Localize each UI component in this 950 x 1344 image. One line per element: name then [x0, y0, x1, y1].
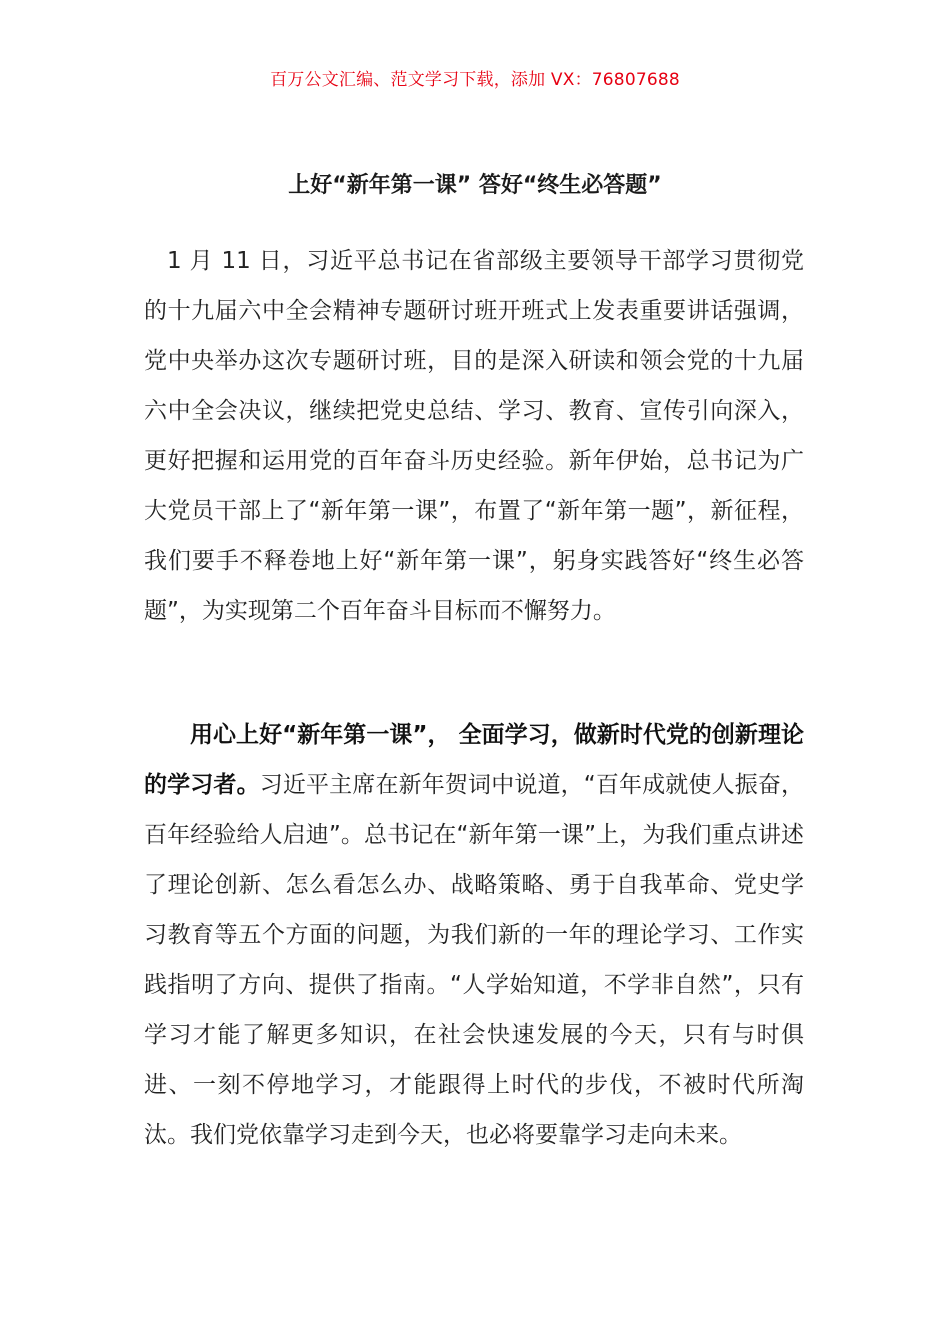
paragraph-1 [144, 236, 804, 636]
paragraph-2-text: 习近平主席在新年贺词中说道，“百年成就使人振奋，百年经验给人启迪”。总书记在“新年第一课”上，为我们重点讲述了理论创新、怎么看怎么办、战略策略、勇于自我革命、党史学习教育等五个方面的问题，为我们新的一年的理论学习、工作实践指明了方向、提供了指南。“人学始知道，不学非自然”，只有学习才能了解更多知识，在社会快速发展的今天，只有与时俱进、一刻不停地学习，才能跟得上时代的步伐，不被时代所淘汰。我们党依靠学习走到今天，也必将要靠学习走向未来。 [144, 772, 804, 1148]
document-title: 上好“新年第一课” 答好“终生必答题” [288, 173, 662, 198]
paragraph-2-lead: 用心上好“新年第一课”， 全面学习，做新时代党的创新理论的学习者。 [144, 722, 804, 798]
paragraph-2 [144, 710, 804, 1160]
paragraph-1-text: 1 月 11 日，习近平总书记在省部级主要领导干部学习贯彻党的十九届六中全会精神专题研讨班开班式上发表重要讲话强调，党中央举办这次专题研讨班，目的是深入研读和领会党的十九届六中全会决议，继续把党史总结、学习、教育、宣传引向深入，更好把握和运用党的百年奋斗历史经验。新年伊始，总书记为广大党员干部上了“新年第一课”，布置了“新年第一题”，新征程，我们要手不释卷地上好“新年第一课”，躬身实践答好“终生必答题”，为实现第二个百年奋斗目标而不懈努力。 [144, 248, 804, 624]
header-watermark-note: 百万公文汇编、范文学习下载，添加 VX：76807688 [270, 70, 680, 90]
